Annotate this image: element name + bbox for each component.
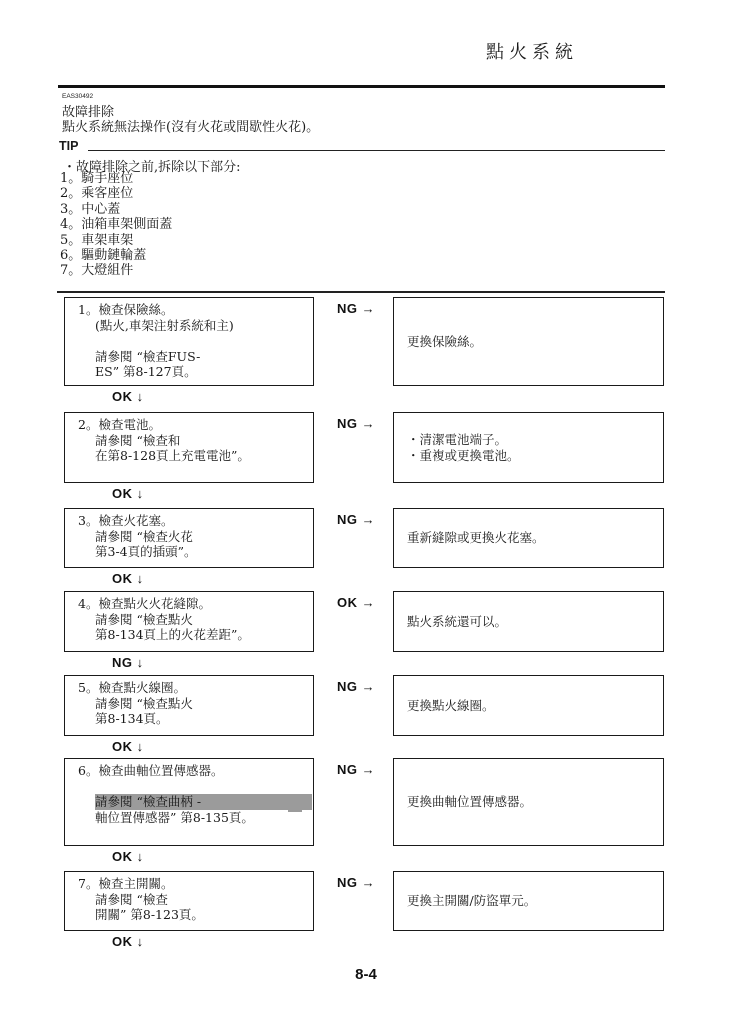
step-text-line: 請參閱 “檢查點火 xyxy=(95,611,193,627)
next-label-ok: OK ↓ xyxy=(112,486,144,501)
step-text-line: 6。檢查曲軸位置傳感器。 xyxy=(78,763,224,778)
tip-rule xyxy=(88,150,665,151)
flowchart-top-rule xyxy=(57,291,665,293)
text-selection-highlight: 請參閱 “檢查曲柄 - xyxy=(95,794,312,810)
action-text-line: 重新縫隙或更換火花塞。 xyxy=(407,530,545,546)
result-label-ok: OK → xyxy=(337,595,376,610)
flowchart-action-box-1 xyxy=(393,297,664,386)
tip-intro-text: ・故障排除之前,拆除以下部分: xyxy=(63,160,241,175)
step-text-line: 在第8-128頁上充電電池”。 xyxy=(95,448,250,463)
result-label-ng: NG → xyxy=(337,875,376,890)
result-label-ng: NG → xyxy=(337,301,376,316)
step-text-line: (點火,車架注射系統和主) xyxy=(95,317,234,333)
flowchart-step-box-7 xyxy=(64,871,314,931)
flowchart-step-box-5 xyxy=(64,675,314,736)
flowchart-step-box-3 xyxy=(64,508,314,568)
removal-item: 1。騎手座位 xyxy=(60,171,134,186)
next-label-ok: OK ↓ xyxy=(112,934,144,949)
flowchart-action-box-7 xyxy=(393,871,664,931)
flowchart-action-box-6 xyxy=(393,758,664,846)
removal-item: 4。油箱車架側面蓋 xyxy=(60,217,173,233)
step-text-line: 請參閱 “檢查火花 xyxy=(95,528,193,544)
removal-item: 3。中心蓋 xyxy=(60,201,121,217)
step-text-line: 4。檢查點火火花縫隙。 xyxy=(78,596,211,611)
next-label-ok: OK ↓ xyxy=(112,849,144,864)
next-label-ok: OK ↓ xyxy=(112,571,144,586)
action-text-line: 更換主開關/防盜單元。 xyxy=(407,893,537,909)
selection-artifact xyxy=(288,807,302,812)
step-text-line-highlighted xyxy=(95,794,313,810)
step-text-line: ES” 第8-127頁。 xyxy=(95,364,197,379)
page-header-title: 點火系統 xyxy=(486,42,578,63)
flowchart-step-box-2 xyxy=(64,412,314,483)
step-text-line: 第3-4頁的插頭”。 xyxy=(95,544,197,559)
removal-items-list xyxy=(60,171,172,279)
action-text-line: 更換保險絲。 xyxy=(407,333,483,349)
step-text-line: 2。檢查電池。 xyxy=(78,417,161,432)
flowchart-action-box-5 xyxy=(393,675,664,736)
header-rule xyxy=(58,85,665,88)
removal-item: 5。車架車架 xyxy=(60,232,134,248)
flowchart-step-box-6 xyxy=(64,758,314,846)
next-label-ok: OK ↓ xyxy=(112,389,144,404)
result-label-ng: NG → xyxy=(337,512,376,527)
step-text-line: 1。檢查保險絲。 xyxy=(78,302,174,317)
flowchart-action-box-4 xyxy=(393,591,664,652)
result-label-ng: NG → xyxy=(337,679,376,694)
step-text-line: 第8-134頁上的火花差距”。 xyxy=(95,627,250,642)
step-text-line: 請參閱 “檢查FUS- xyxy=(95,348,201,364)
section-title: 故障排除 xyxy=(62,105,115,120)
result-label-ng: NG → xyxy=(337,416,376,431)
action-text-line: 更換點火線圈。 xyxy=(407,697,495,713)
document-code: EAS30492 xyxy=(62,93,94,100)
step-text-line: 開關” 第8-123頁。 xyxy=(95,907,204,922)
action-text-line: ・重複或更換電池。 xyxy=(407,447,520,463)
section-subtitle: 點火系統無法操作(沒有火花或間歇性火花)。 xyxy=(62,120,320,135)
step-text-line: 請參閱 “檢查點火 xyxy=(95,695,193,711)
step-text-line: 3。檢查火花塞。 xyxy=(78,513,174,528)
tip-label: TIP xyxy=(59,139,79,153)
step-text-line: 軸位置傳感器” 第8-135頁。 xyxy=(95,809,254,825)
page-number: 8-4 xyxy=(355,966,377,983)
action-text-line: 更換曲軸位置傳感器。 xyxy=(407,794,533,810)
result-label-ng: NG → xyxy=(337,762,376,777)
step-text-line: 第8-134頁。 xyxy=(95,711,169,726)
removal-item: 6。驅動鏈輪蓋 xyxy=(60,248,147,264)
step-text-line: 7。檢查主開關。 xyxy=(78,876,174,891)
step-text-line: 請參閱 “檢查和 xyxy=(95,432,181,448)
action-text-line: 點火系統還可以。 xyxy=(407,613,508,629)
action-text-line: ・清潔電池端子。 xyxy=(407,432,508,447)
step-text-line: 請參閱 “檢查 xyxy=(95,891,168,907)
flowchart-step-box-4 xyxy=(64,591,314,652)
next-label-ok: OK ↓ xyxy=(112,739,144,754)
flowchart-step-box-1 xyxy=(64,297,314,386)
removal-item: 7。大燈組件 xyxy=(60,263,134,279)
step-text-line: 5。檢查點火線圈。 xyxy=(78,680,186,695)
removal-item: 2。乘客座位 xyxy=(60,186,134,202)
flowchart-action-box-2 xyxy=(393,412,664,483)
next-label-ng: NG ↓ xyxy=(112,655,144,670)
flowchart-action-box-3 xyxy=(393,508,664,568)
